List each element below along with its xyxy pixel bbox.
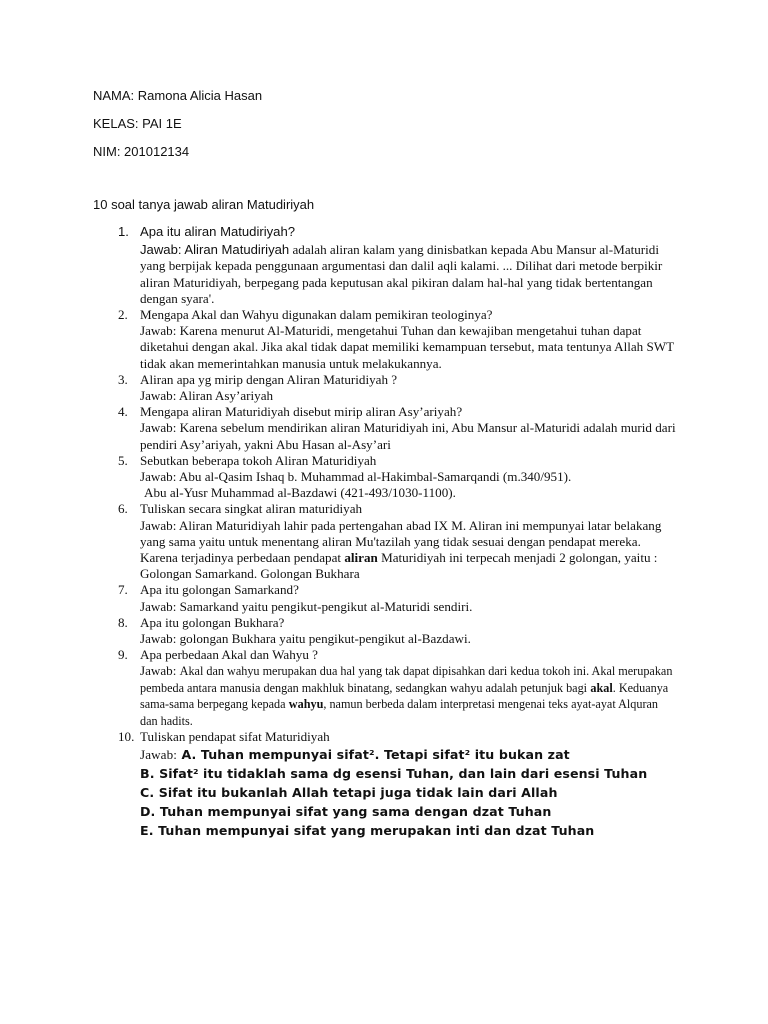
question: Aliran apa yg mirip dengan Aliran Maturidiyah ? — [140, 371, 398, 387]
qa-item-7 — [118, 582, 678, 614]
question: Tuliskan pendapat sifat Maturidiyah — [140, 729, 330, 745]
qa-item-3 — [118, 372, 678, 404]
question: Apa itu golongan Samarkand? — [140, 582, 299, 598]
item-number: 5. — [118, 452, 128, 468]
question: Apa itu aliran Matudiriyah? — [140, 224, 296, 239]
answer-line-a — [140, 745, 678, 764]
answer-line-e: E. Tuhan mempunyai sifat yang merupakan inti dan dzat Tuhan — [140, 823, 595, 839]
qa-item-4 — [118, 404, 678, 453]
item-number: 8. — [118, 614, 128, 630]
item-number: 6. — [118, 501, 128, 517]
answer — [140, 242, 678, 307]
item-number: 1. — [118, 224, 129, 239]
answer-bold-akal: akal — [590, 680, 613, 695]
student-id: NIM: 201012134 — [93, 144, 190, 159]
answer-text: Jawab: Aliran Maturidiyah lahir pada pertengahan abad IX M. Aliran ini mempunyai latar belakang yang sama yaitu untuk menentang aliran Mu'tazilah yang tidak sesuai dengan pendapat mereka. Karena terjadinya perbedaan pendapat — [140, 517, 662, 566]
item-number: 10. — [118, 729, 135, 745]
question: Apa perbedaan Akal dan Wahyu ? — [140, 647, 318, 663]
question: Sebutkan beberapa tokoh Aliran Maturidiyah — [140, 452, 377, 468]
answer-bold-word: aliran — [344, 550, 378, 566]
answer-mid: . Keduanya sama-sama berpegang kepada — [140, 680, 669, 712]
qa-item-2 — [118, 307, 678, 372]
student-name: NAMA: Ramona Alicia Hasan — [93, 88, 263, 103]
answer-continued: Abu al-Yusr Muhammad al-Bazdawi (421-493/1030-1100). — [144, 485, 456, 501]
question: Mengapa aliran Maturidiyah disebut mirip aliran Asy’ariyah? — [140, 404, 463, 420]
answer-text: Akal dan wahyu merupakan dua hal yang tak dapat dipisahkan dari kedua tokoh ini. Akal merupakan pembeda antara manusia dengan makhluk binatang, sedangkan wahyu adalah petunjuk bagi — [140, 664, 673, 695]
qa-item-10 — [118, 729, 678, 840]
answer: Jawab: Samarkand yaitu pengikut-pengikut al-Maturidi sendiri. — [140, 598, 473, 614]
item-number: 9. — [118, 647, 128, 663]
item-number: 4. — [118, 404, 128, 420]
qa-item-8 — [118, 615, 678, 647]
answer-line-c: C. Sifat itu bukanlah Allah tetapi juga tidak lain dari Allah — [140, 785, 558, 801]
qa-item-6 — [118, 501, 678, 582]
answer-text: adalah aliran kalam yang dinisbatkan kepada Abu Mansur al-Maturidi yang berpijak kepada penggunaan argumentasi dan dalil aqli kalami. ... Dilihat dari metode berpikir aliran Maturidiyah, berpegang pada keputusan akal pikiran dalam hal-hal yang tidak bertentangan dengan syara'. — [140, 242, 663, 306]
answer: Jawab: Aliran Asy’ariyah — [140, 388, 274, 404]
answer — [140, 518, 678, 583]
question: Mengapa Akal dan Wahyu digunakan dalam pemikiran teologinya? — [140, 307, 493, 323]
qa-item-5 — [118, 453, 678, 502]
item-number: 2. — [118, 307, 128, 323]
answer-tail: , namun berbeda dalam interpretasi mengenai teks ayat-ayat Alquran dan hadits. — [140, 697, 659, 728]
answer — [140, 663, 678, 729]
student-class: KELAS: PAI 1E — [93, 116, 182, 131]
qa-item-9 — [118, 647, 678, 729]
qa-list — [118, 224, 678, 840]
answer-tail: Maturidiyah ini terpecah menjadi 2 golongan, yaitu : Golongan Samarkand. Golongan Bukhara — [140, 550, 658, 582]
question: Tuliskan secara singkat aliran maturidiyah — [140, 501, 363, 517]
answer-lead: Jawab: — [140, 663, 177, 679]
answer: Jawab: Karena sebelum mendirikan aliran Maturidiyah ini, Abu Mansur al-Maturidi adalah murid dari pendiri Asy’ariyah, yakni Abu Hasan al-Asy’ari — [140, 420, 676, 452]
item-number: 3. — [118, 371, 128, 387]
answer-bold-wahyu: wahyu — [288, 697, 324, 712]
document-title: 10 soal tanya jawab aliran Matudiriyah — [93, 197, 315, 212]
question: Apa itu golongan Bukhara? — [140, 614, 285, 630]
qa-item-1 — [118, 224, 678, 307]
answer: Jawab: golongan Bukhara yaitu pengikut-pengikut al-Bazdawi. — [140, 631, 471, 647]
item-number: 7. — [118, 582, 128, 598]
answer: Jawab: Abu al-Qasim Ishaq b. Muhammad al-Hakimbal-Samarqandi (m.340/951). — [140, 469, 572, 485]
answer-text: A. Tuhan mempunyai sifat². Tetapi sifat² itu bukan zat — [181, 747, 570, 763]
answer-lead: Jawab: — [140, 747, 177, 763]
answer: Jawab: Karena menurut Al-Maturidi, mengetahui Tuhan dan kewajiban mengetahui tuhan dapat diketahui dengan akal. Jika akal tidak dapat memiliki kemampuan tersebut, mata tentunya Allah SWT tidak akan memerintahkan manusia untuk melakukannya. — [140, 323, 674, 371]
answer-prefix: Jawab: Aliran Matudiriyah — [140, 242, 290, 258]
answer-line-d: D. Tuhan mempunyai sifat yang sama dengan dzat Tuhan — [140, 804, 552, 820]
answer-line-b: B. Sifat² itu tidaklah sama dg esensi Tuhan, dan lain dari esensi Tuhan — [140, 766, 648, 782]
answer — [140, 745, 678, 840]
